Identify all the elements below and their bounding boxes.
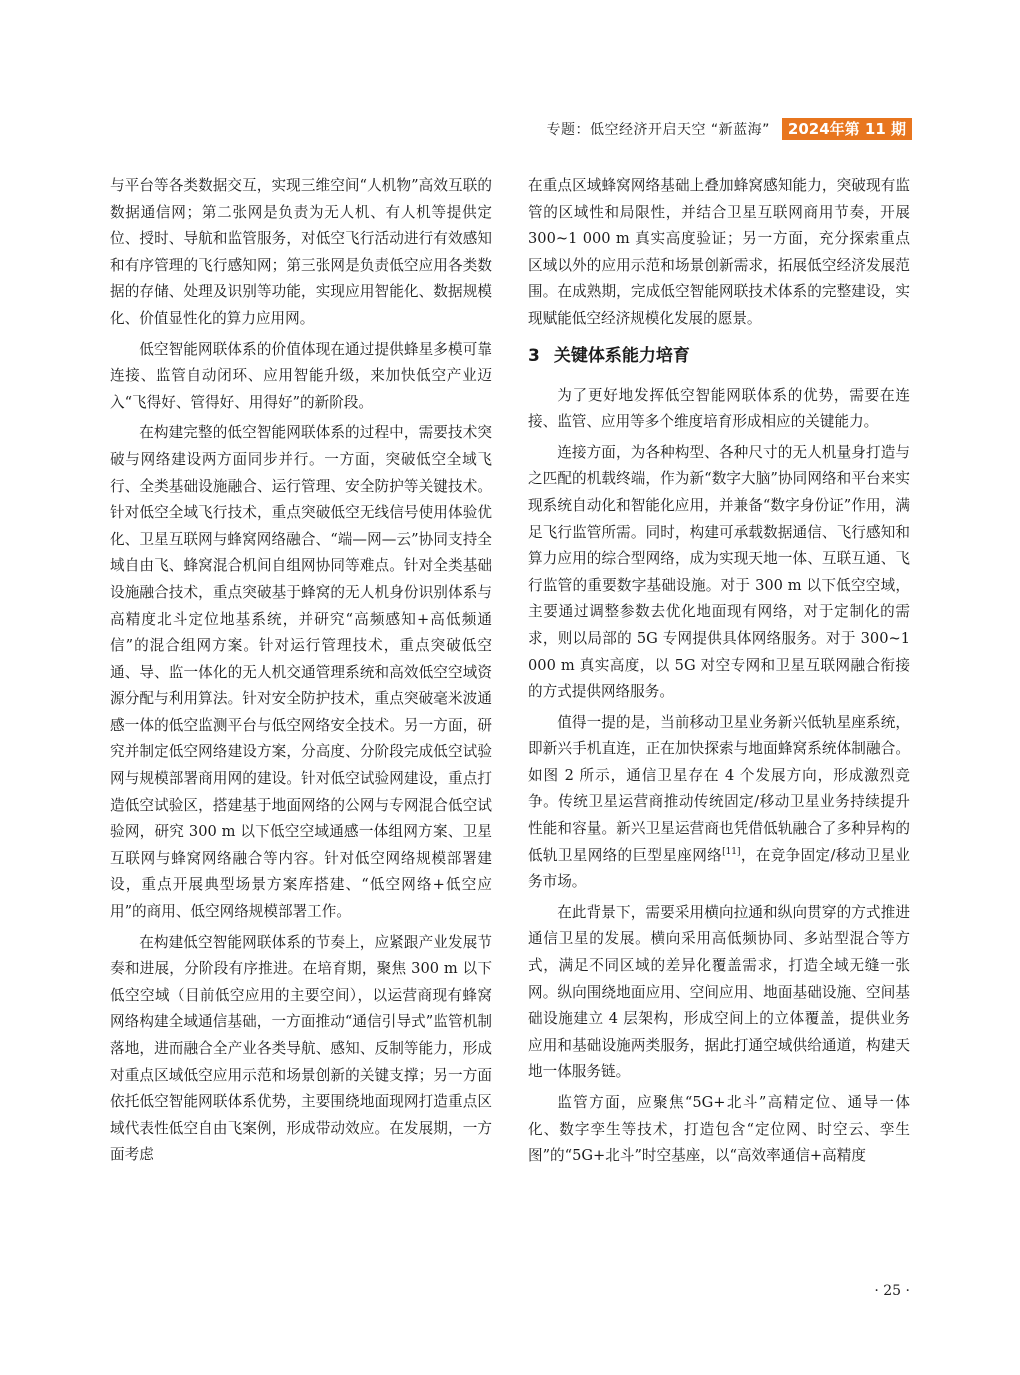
- header-topic: 专题：低空经济开启天空 “新蓝海”: [546, 122, 770, 138]
- paragraph: 在此背景下，需要采用横向拉通和纵向贯穿的方式推进通信卫星的发展。横向采用高低频协同、多站型混合等方式，满足不同区域的差异化覆盖需求，打造全域无缝一张网。纵向围绕地面应用、空间应用、地面基础设施、空间基础设施建立 4 层架构，形成空间上的立体覆盖，提供业务应用和基础设施两类服务，据此打通空域供给通道，构建天地一体服务链。: [528, 903, 910, 1081]
- section-number: 3: [528, 345, 540, 366]
- paragraph: 连接方面，为各种构型、各种尺寸的无人机量身打造与之匹配的机载终端，作为新“数字大脑”协同网络和平台来实现系统自动化和智能化应用，并兼备“数字身份证”作用，满足飞行监管所需。同时，构建可承载数据通信、飞行感知和算力应用的综合型网络，成为实现天地一体、互联互通、飞行监管的重要数字基础设施。对于 300 m 以下低空空域，主要通过调整参数去优化地面现有网络，对于定制化的需求，则以局部的 5G 专网提供具体网络服务。对于 300~1 000 m 真实高度，以 5G 对空专网和卫星互联网融合衔接的方式提供网络服务。: [528, 443, 910, 701]
- running-header: [546, 118, 912, 140]
- paragraph: 与平台等各类数据交互，实现三维空间“人机物”高效互联的数据通信网；第二张网是负责为无人机、有人机等提供定位、授时、导航和监管服务，对低空飞行活动进行有效感知和有序管理的飞行感知网；第三张网是负责低空应用各类数据的存储、处理及识别等功能，实现应用智能化、数据规模化、价值显性化的算力应用网。: [110, 177, 492, 327]
- paragraph: 在重点区域蜂窝网络基础上叠加蜂窝感知能力，突破现有监管的区域性和局限性，并结合卫星互联网商用节奏，开展 300~1 000 m 真实高度验证；另一方面，充分探索重点区域以外的应用示范和场景创新需求，拓展低空经济发展范围。在成熟期，完成低空智能网联技术体系的完整建设，实现赋能低空经济规模化发展的愿景。: [528, 177, 910, 327]
- section-heading: [528, 343, 910, 369]
- paragraph: 在构建低空智能网联体系的节奏上，应紧跟产业发展节奏和进展，分阶段有序推进。在培育期，聚焦 300 m 以下低空空域（目前低空应用的主要空间），以运营商现有蜂窝网络构建全域通信基础，一方面推动“通信引导式”监管机制落地，进而融合全产业各类导航、感知、反制等能力，形成对重点区域低空应用示范和场景创新的关键支撑；另一方面依托低空智能网联体系优势，主要围绕地面现网打造重点区域代表性低空自由飞案例，形成带动效应。在发展期，一方面考虑: [110, 933, 492, 1164]
- issue-badge: 2024年第 11 期: [782, 118, 912, 140]
- paragraph: 在构建完整的低空智能网联体系的过程中，需要技术突破与网络建设两方面同步并行。一方面，突破低空全域飞行、全类基础设施融合、运行管理、安全防护等关键技术。针对低空全域飞行技术，重点突破低空无线信号使用体验优化、卫星互联网与蜂窝网络融合、“端—网—云”协同支持全域自由飞、蜂窝混合机间自组网协同等难点。针对全类基础设施融合技术，重点突破基于蜂窝的无人机身份识别体系与高精度北斗定位地基系统，并研究“高频感知+高低频通信”的混合组网方案。针对运行管理技术，重点突破低空通、导、监一体化的无人机交通管理系统和高效低空空域资源分配与利用算法。针对安全防护技术，重点突破毫米波通感一体的低空监测平台与低空网络安全技术。另一方面，研究并制定低空网络建设方案，分高度、分阶段完成低空试验网与规模部署商用网的建设。针对低空试验网建设，重点打造低空试验区，搭建基于地面网络的公网与专网混合低空试验网，研究 300 m 以下低空空域通感一体组网方案、卫星互联网与蜂窝网络融合等内容。针对低空网络规模部署建设，重点开展典型场景方案库搭建、“低空网络+低空应用”的商用、低空网络规模部署工作。: [110, 424, 492, 921]
- section-title: 关键体系能力培育: [553, 345, 690, 366]
- right-column: [528, 173, 910, 1174]
- paragraph: 监管方面，应聚焦“5G+北斗”高精定位、通导一体化、数字孪生等技术，打造包含“定位网、时空云、孪生图”的“5G+北斗”时空基座，以“高效率通信+高精度: [528, 1094, 910, 1165]
- left-column: [110, 173, 492, 1173]
- paragraph: [528, 710, 910, 896]
- paragraph: 为了更好地发挥低空智能网联体系的优势，需要在连接、监管、应用等多个维度培育形成相应的关键能力。: [528, 386, 910, 431]
- page-number: · 25 ·: [874, 1283, 910, 1299]
- paragraph: 低空智能网联体系的价值体现在通过提供蜂星多模可靠连接、监管自动闭环、应用智能升级，来加快低空产业迈入“飞得好、管得好、用得好”的新阶段。: [110, 340, 492, 411]
- paragraph-text-tail: ，在竞争固定/移动卫星业务市场。: [528, 846, 910, 891]
- paragraph-text: 值得一提的是，当前移动卫星业务新兴低轨星座系统，即新兴手机直连，正在加快探索与地面蜂窝系统体制融合。如图 2 所示，通信卫星存在 4 个发展方向，形成激烈竞争。传统卫星运营商推动传统固定/移动卫星业务持续提升性能和容量。新兴卫星运营商也凭借低轨融合了多种异构的低轨卫星网络的巨型星座网络: [528, 713, 910, 864]
- citation-ref: [11]: [722, 846, 741, 857]
